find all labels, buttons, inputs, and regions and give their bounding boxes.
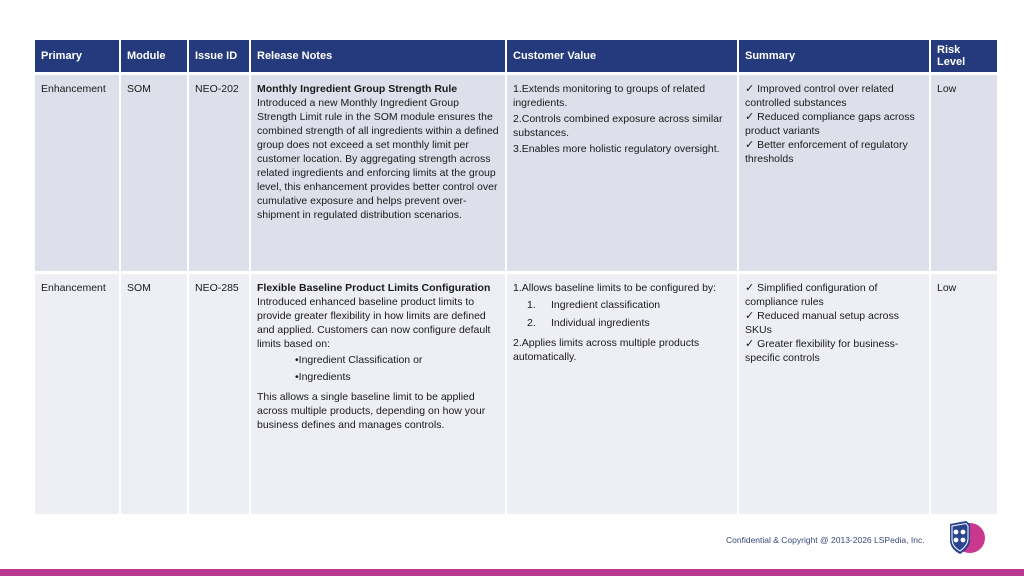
check-icon: ✓: [745, 310, 755, 322]
cell-release-notes: [251, 75, 505, 274]
customer-value-item: 2.Controls combined exposure across similar substances.: [513, 113, 723, 139]
release-note-body: Introduced a new Monthly Ingredient Group Strength Limit rule in the SOM module ensures the combined strength of all ingredients within a defined group does not exceed a set monthly limit per customer location. By aggregating strength across related ingredients and enforcing limits at the group level, this enhancement provides better control over cumulative exposure and helps prevent over-shipment in regulated distribution scenarios.: [257, 97, 499, 221]
summary-text: Improved control over related controlled substances: [745, 83, 894, 109]
summary-item: [745, 281, 923, 309]
bullet-item: •Ingredients: [295, 371, 351, 383]
summary-item: [745, 110, 923, 138]
release-notes-table: [33, 40, 999, 514]
summary-text: Better enforcement of regulatory thresholds: [745, 139, 908, 165]
header-customer-value: Customer Value: [507, 40, 737, 75]
customer-value-item: 2.Applies limits across multiple products automatically.: [513, 337, 700, 363]
header-module: Module: [121, 40, 187, 75]
summary-text: Reduced compliance gaps across product variants: [745, 111, 915, 137]
release-note-bullets: [295, 353, 499, 384]
cell-primary: Enhancement: [35, 274, 119, 514]
release-note-title: Flexible Baseline Product Limits Configuration: [257, 282, 491, 294]
sublist-text: Ingredient classification: [551, 299, 661, 311]
header-primary: Primary: [35, 40, 119, 75]
check-icon: ✓: [745, 139, 755, 151]
release-note-title: Monthly Ingredient Group Strength Rule: [257, 83, 458, 95]
sublist-item: [527, 298, 731, 312]
header-issue-id: Issue ID: [189, 40, 249, 75]
logo-dot: [954, 538, 959, 543]
summary-item: [745, 309, 923, 337]
cell-risk-level: Low: [931, 75, 997, 274]
customer-value-sublist: [513, 298, 731, 330]
cell-customer-value: [507, 274, 737, 514]
cell-summary: [739, 274, 929, 514]
summary-text: Reduced manual setup across SKUs: [745, 310, 899, 336]
summary-item: [745, 138, 923, 166]
summary-item: [745, 337, 923, 365]
customer-value-item: 3.Enables more holistic regulatory oversight.: [513, 143, 720, 155]
check-icon: ✓: [745, 111, 755, 123]
cell-summary: [739, 75, 929, 274]
logo-dot: [961, 530, 966, 535]
customer-value-item: 1.Allows baseline limits to be configured by:: [513, 282, 717, 294]
cell-risk-level: Low: [931, 274, 997, 514]
cell-release-notes: [251, 274, 505, 514]
header-summary: Summary: [739, 40, 929, 75]
cell-issue-id: NEO-285: [189, 274, 249, 514]
header-risk-level: Risk Level: [931, 40, 997, 75]
header-release-notes: Release Notes: [251, 40, 505, 75]
sublist-number: 1.: [527, 299, 536, 311]
sublist-number: 2.: [527, 317, 536, 329]
summary-text: Greater flexibility for business-specific controls: [745, 338, 899, 364]
sublist-item: [527, 316, 731, 330]
release-notes-table-container: [35, 40, 989, 514]
bottom-accent-bar: [0, 569, 1024, 576]
table-row: [35, 75, 997, 274]
sublist-text: Individual ingredients: [551, 317, 650, 329]
cell-module: SOM: [121, 75, 187, 274]
table-header-row: [35, 40, 997, 75]
check-icon: ✓: [745, 338, 755, 350]
cell-customer-value: [507, 75, 737, 274]
logo-dot: [961, 538, 966, 543]
cell-module: SOM: [121, 274, 187, 514]
cell-issue-id: NEO-202: [189, 75, 249, 274]
check-icon: ✓: [745, 83, 755, 95]
summary-text: Simplified configuration of compliance rules: [745, 282, 878, 308]
lspedia-logo-icon: [946, 518, 986, 556]
release-note-body: Introduced enhanced baseline product limits to provide greater flexibility in how limits are defined and applied. Customers can now configure default limits based on:: [257, 296, 491, 350]
check-icon: ✓: [745, 282, 755, 294]
customer-value-item: 1.Extends monitoring to groups of related ingredients.: [513, 83, 706, 109]
bullet-item: •Ingredient Classification or: [295, 354, 423, 366]
release-note-body-2: This allows a single baseline limit to be applied across multiple products, depending on how your business defines and manages controls.: [257, 391, 486, 431]
cell-primary: Enhancement: [35, 75, 119, 274]
copyright-footer: Confidential & Copyright @ 2013-2026 LSPedia, Inc.: [726, 535, 925, 545]
summary-item: [745, 82, 923, 110]
table-row: [35, 274, 997, 514]
logo-dot: [954, 530, 959, 535]
